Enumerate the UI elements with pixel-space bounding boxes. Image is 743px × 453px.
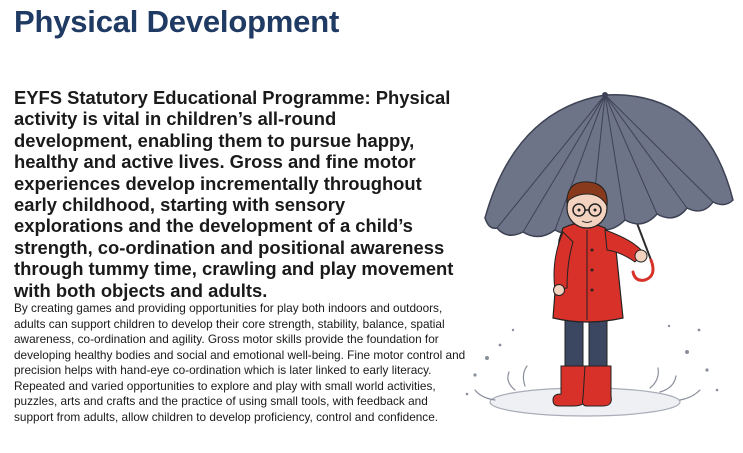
child-with-umbrella-illustration [455,90,735,435]
umbrella-canopy [485,92,733,237]
rain-boots [553,366,611,406]
lead-label: EYFS Statutory Educational Programme: [14,87,371,108]
page-title: Physical Development [14,4,340,39]
child-head [567,182,607,228]
lead-text: Physical activity is vital in children’s all-round development, enabling them to pursue happy, healthy and active lives. Gross and fine motor experiences develop incrementally throughout early childhood, starting with sensory explorations and the development of a child’s strength, co-ordination and positional awareness through tummy time, crawling and play movement with both objects and adults. [14,87,454,301]
lead-paragraph [14,87,454,301]
hand [635,250,647,262]
body-paragraph: By creating games and providing opportunities for play both indoors and outdoors, adults can support children to develop their core strength, stability, balance, spatial awareness, co-ordination and agility. Gross motor skills provide the foundation for developing healthy bodies and social and emotional well-being. Fine motor control and precision helps with hand-eye co-ordination which is later linked to early literacy. Repeated and varied opportunities to explore and play with small world activities, puzzles, arts and crafts and the practice of using small tools, with feedback and support from adults, allow children to develop proficiency, control and confidence. [14,301,466,424]
umbrella-handle [633,260,653,280]
